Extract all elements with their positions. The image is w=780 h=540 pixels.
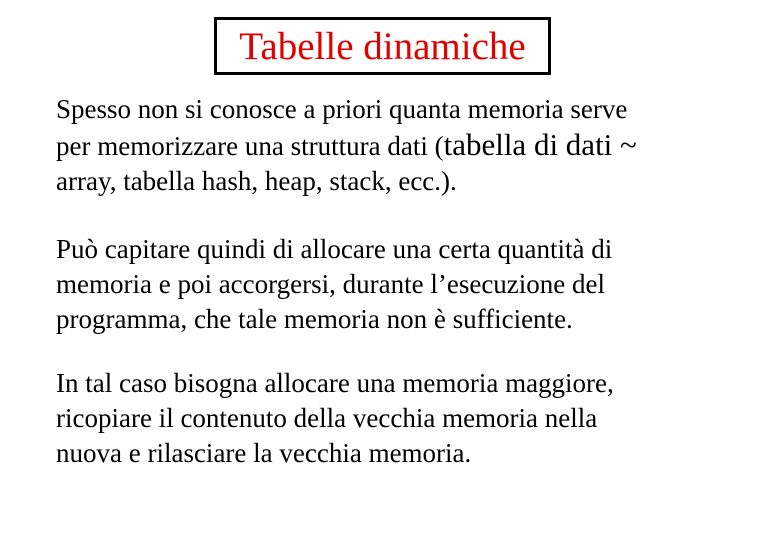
paragraph-1-line-2-text: per memorizzare una struttura dati ( [56,131,444,161]
paragraph-3-line-2: ricopiare il contenuto della vecchia memoria nella [56,403,598,433]
paragraph-1-line-2 [56,127,756,164]
paragraph-3 [56,366,756,471]
paragraph-3-line-1: In tal caso bisogna allocare una memoria maggiore, [56,368,614,398]
paragraph-1 [56,92,756,199]
paragraph-1-line-1: Spesso non si conosce a priori quanta memoria serve [56,94,628,124]
paragraph-2-line-3: programma, che tale memoria non è sufficiente. [56,304,573,334]
paragraph-1-line-2-emphasis: tabella di dati ~ [443,127,637,162]
paragraph-2-line-2: memoria e poi accorgersi, durante l’esecuzione del [56,269,606,299]
paragraph-1-line-3: array, tabella hash, heap, stack, ecc.). [56,166,457,196]
paragraph-3-line-3: nuova e rilasciare la vecchia memoria. [56,438,472,468]
title-box [214,17,551,75]
slide-title: Tabelle dinamiche [239,24,526,68]
paragraph-2-line-1: Può capitare quindi di allocare una certa quantità di [56,234,613,264]
paragraph-2 [56,232,756,337]
